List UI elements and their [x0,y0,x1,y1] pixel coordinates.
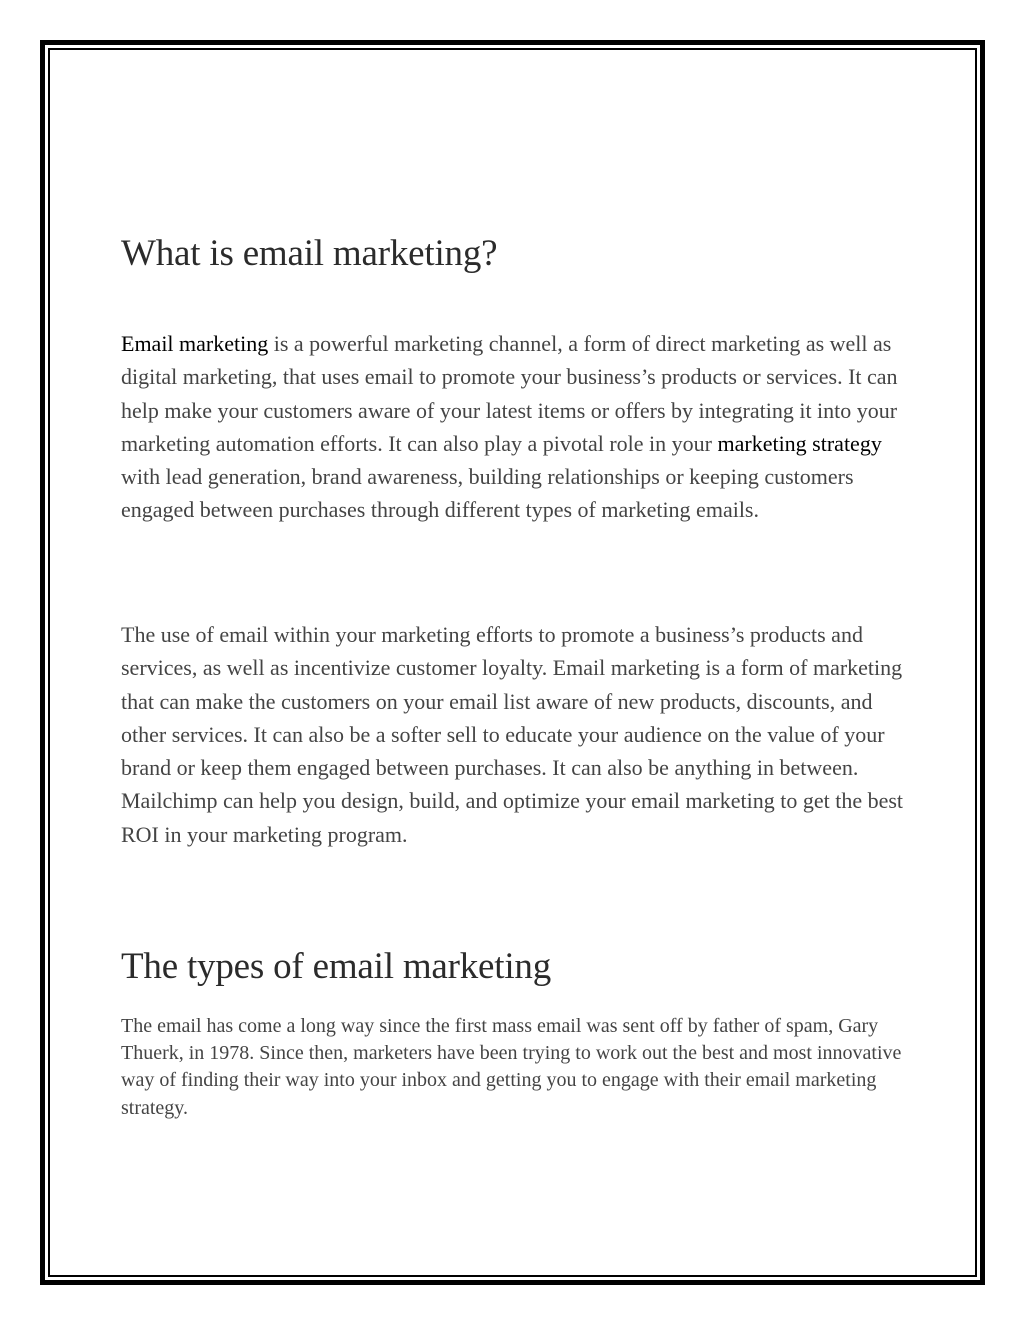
paragraph-text: is a powerful marketing channel, a form of direct marketing as well as digital marketing, that uses email to promote your business’s products or services. It can help make your customers aware of your latest items or offers by integrating it into your marketing automation efforts. It can also play a pivotal role in your [121,331,898,456]
section-heading-types-of-email-marketing: The types of email marketing [121,946,552,987]
link-marketing-strategy[interactable]: marketing strategy [717,430,882,456]
paragraph-email-history: The email has come a long way since the first mass email was sent off by father of spam, Gary Thuerk, in 1978. Since then, marketers have been trying to work out the best and most innovative way of finding their way into your inbox and getting you to engage with their email marketing strategy. [121,1015,902,1119]
paragraph-email-use: The use of email within your marketing efforts to promote a business’s products and services, as well as incentivize customer loyalty. Email marketing is a form of marketing that can make the customers on your email list aware of new products, discounts, and other services. It can also be a softer sell to educate your audience on the value of your brand or keep them engaged between purchases. It can also be anything in between. Mailchimp can help you design, build, and optimize your email marketing to get the best ROI in your marketing program. [121,622,904,847]
section-heading-what-is-email-marketing: What is email marketing? [121,233,498,274]
paragraph-email-marketing-definition [121,327,911,527]
paragraph-text: with lead generation, brand awareness, building relationships or keeping customers engaged between purchases through different types of marketing emails. [121,464,854,523]
link-email-marketing[interactable]: Email marketing [121,331,269,356]
